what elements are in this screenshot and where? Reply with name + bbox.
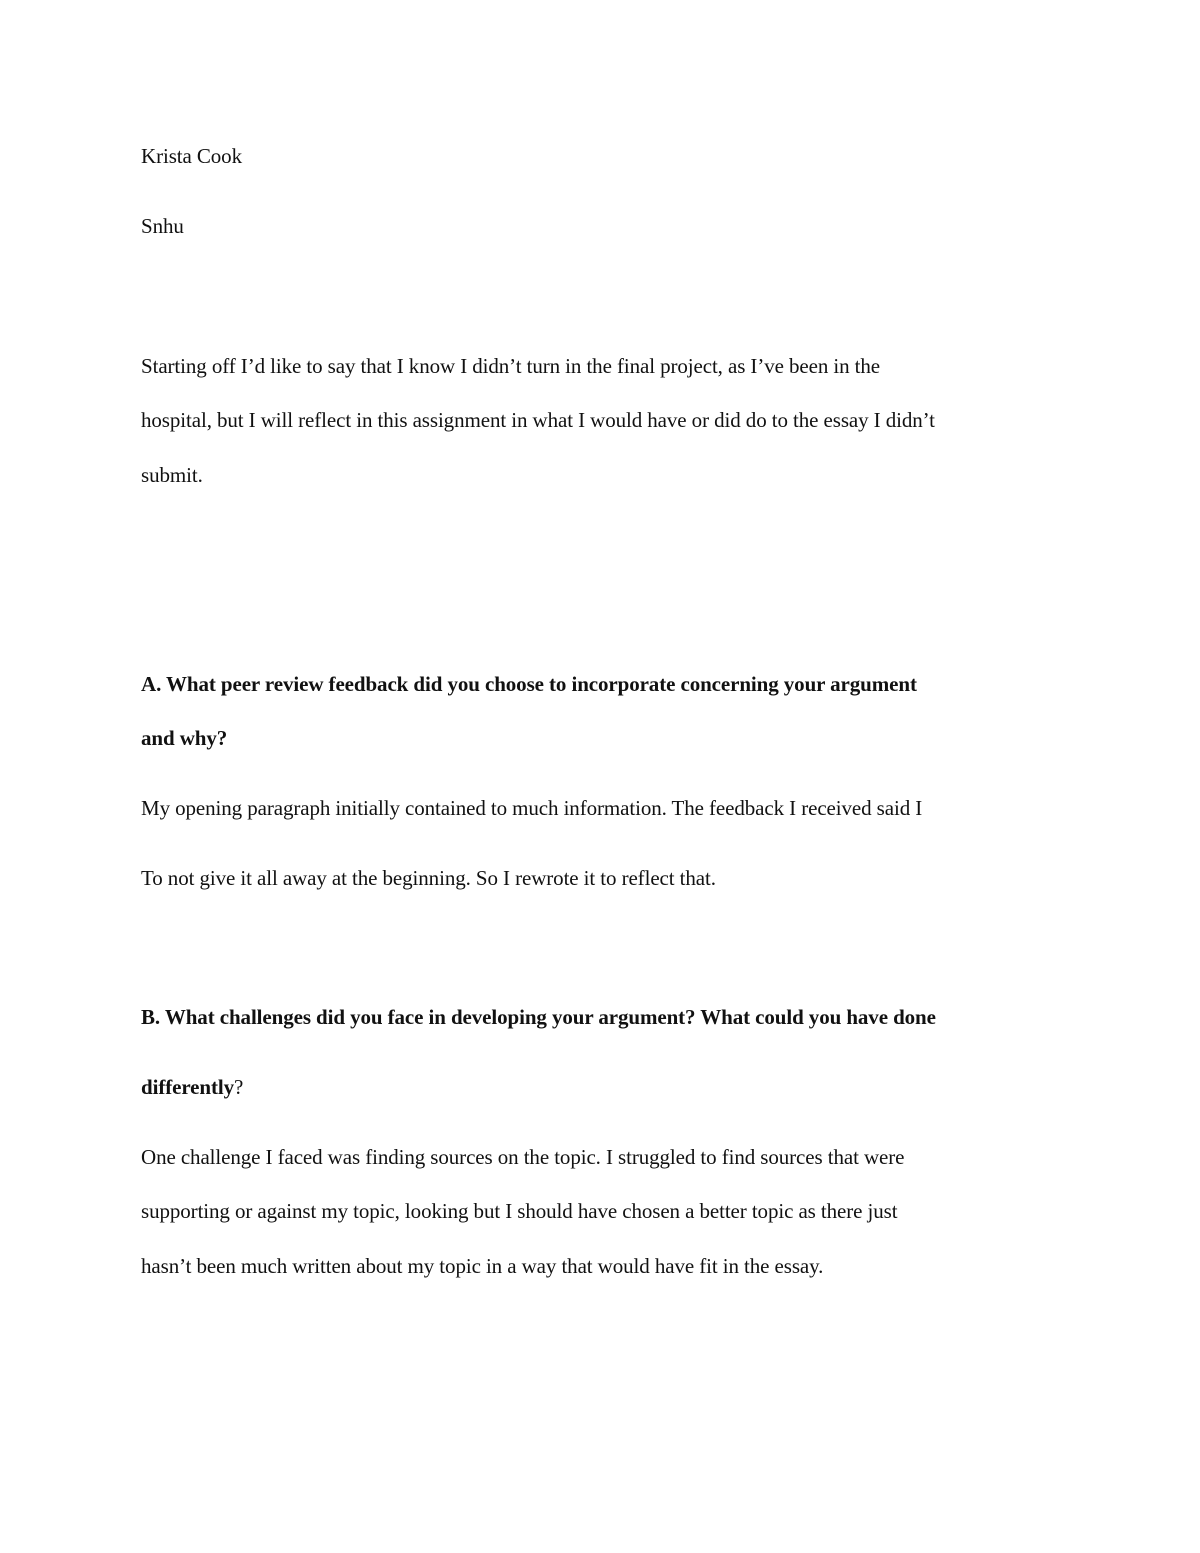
answer-b-line-1: One challenge I faced was finding sources on the topic. I struggled to find sources that were [141, 1145, 905, 1169]
question-b-line-2-bold: differently [141, 1075, 234, 1099]
question-a-line-2: and why? [141, 726, 228, 750]
question-b-line-2 [141, 1075, 243, 1099]
question-b-line-2-end: ? [234, 1075, 244, 1099]
answer-a-line-2: To not give it all away at the beginning. So I rewrote it to reflect that. [141, 866, 716, 890]
author-name: Krista Cook [141, 144, 242, 168]
question-b-line-1: B. What challenges did you face in developing your argument? What could you have done [141, 1005, 936, 1029]
institution-name: Snhu [141, 214, 184, 238]
answer-a-line-1: My opening paragraph initially contained to much information. The feedback I received said I [141, 796, 923, 820]
intro-line-2: hospital, but I will reflect in this assignment in what I would have or did do to the essay I didn’t [141, 408, 935, 432]
answer-b-line-3: hasn’t been much written about my topic in a way that would have fit in the essay. [141, 1254, 824, 1278]
intro-line-1: Starting off I’d like to say that I know I didn’t turn in the final project, as I’ve been in the [141, 354, 881, 378]
answer-b-line-2: supporting or against my topic, looking but I should have chosen a better topic as there just [141, 1199, 898, 1223]
question-a-line-1: A. What peer review feedback did you choose to incorporate concerning your argument [141, 672, 917, 696]
intro-line-3: submit. [141, 463, 203, 487]
